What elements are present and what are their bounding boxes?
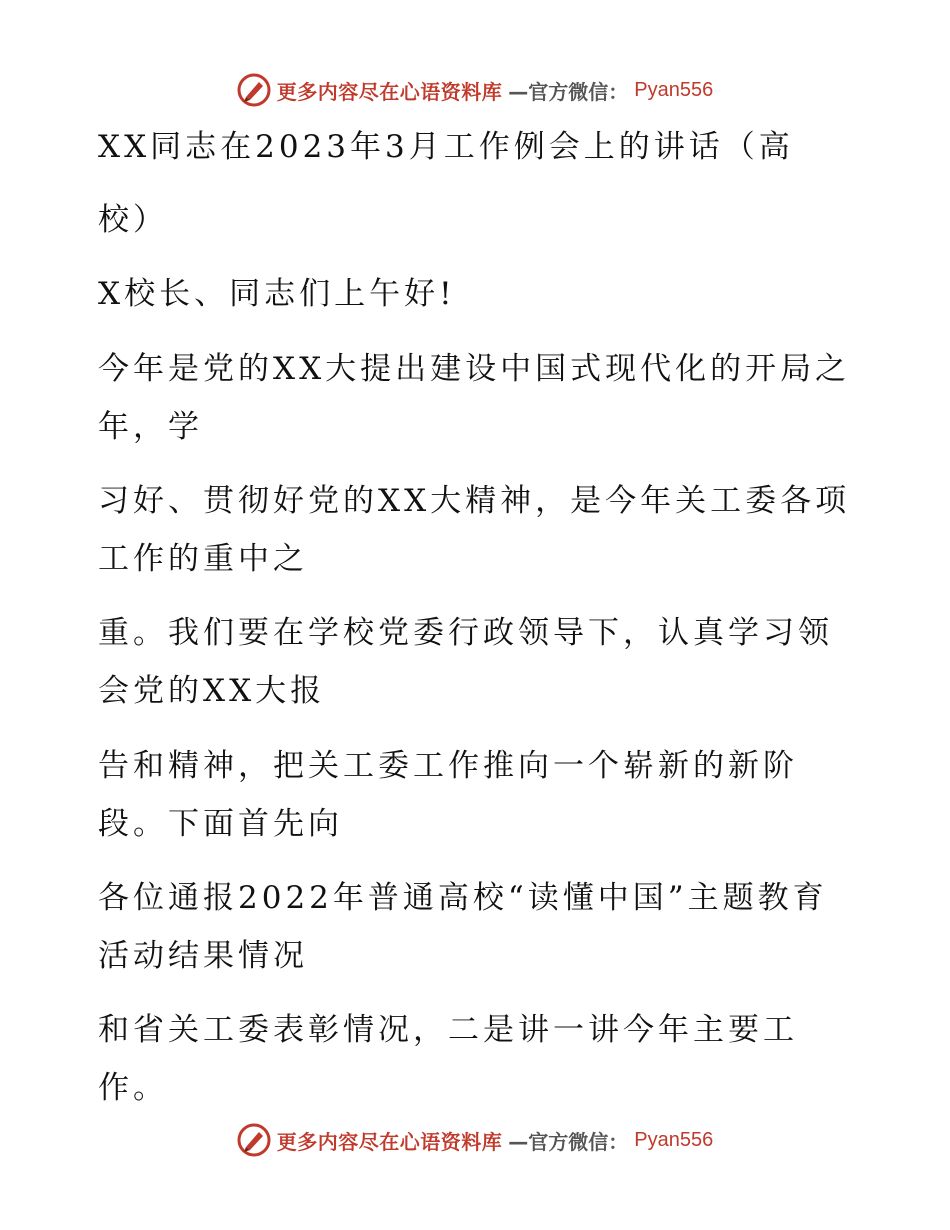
footer-banner-id-text: Pyan556 xyxy=(634,1128,714,1151)
footer-banner xyxy=(0,1120,950,1160)
pen-logo-icon xyxy=(237,73,271,107)
doc-line-9: 会党的XX大报 xyxy=(98,673,326,709)
doc-line-8: 重。我们要在学校党委行政领导下，认真学习领 xyxy=(98,615,833,651)
doc-line-6: 习好、贯彻好党的XX大精神，是今年关工委各项 xyxy=(98,483,851,519)
header-banner-id-text: Pyan556 xyxy=(634,78,714,101)
doc-line-12: 各位通报2022年普通高校“读懂中国”主题教育 xyxy=(98,880,828,916)
doc-line-15: 作。 xyxy=(98,1070,168,1106)
header-banner-main-text: 更多内容尽在心语资料库 xyxy=(276,79,503,104)
doc-line-14: 和省关工委表彰情况，二是讲一讲今年主要工 xyxy=(98,1012,798,1048)
doc-line-4: 今年是党的XX大提出建设中国式现代化的开局之 xyxy=(98,351,851,387)
footer-banner-content xyxy=(237,1123,713,1157)
footer-banner-sub-text: —官方微信： xyxy=(508,1129,629,1154)
doc-line-13: 活动结果情况 xyxy=(98,938,308,974)
doc-line-10: 告和精神，把关工委工作推向一个崭新的新阶 xyxy=(98,748,798,784)
doc-line-2: 校） xyxy=(98,202,168,238)
doc-line-5: 年，学 xyxy=(98,409,203,445)
doc-line-7: 工作的重中之 xyxy=(98,541,308,577)
footer-banner-main-text: 更多内容尽在心语资料库 xyxy=(276,1129,503,1154)
doc-line-11: 段。下面首先向 xyxy=(98,806,343,842)
header-banner-sub-text: —官方微信： xyxy=(508,79,629,104)
pen-logo-icon xyxy=(237,1123,271,1157)
header-banner xyxy=(0,70,950,110)
header-banner-content xyxy=(237,73,713,107)
doc-line-1: XX同志在2023年3月工作例会上的讲话（高 xyxy=(98,129,794,165)
doc-line-3: X校长、同志们上午好! xyxy=(98,276,456,312)
